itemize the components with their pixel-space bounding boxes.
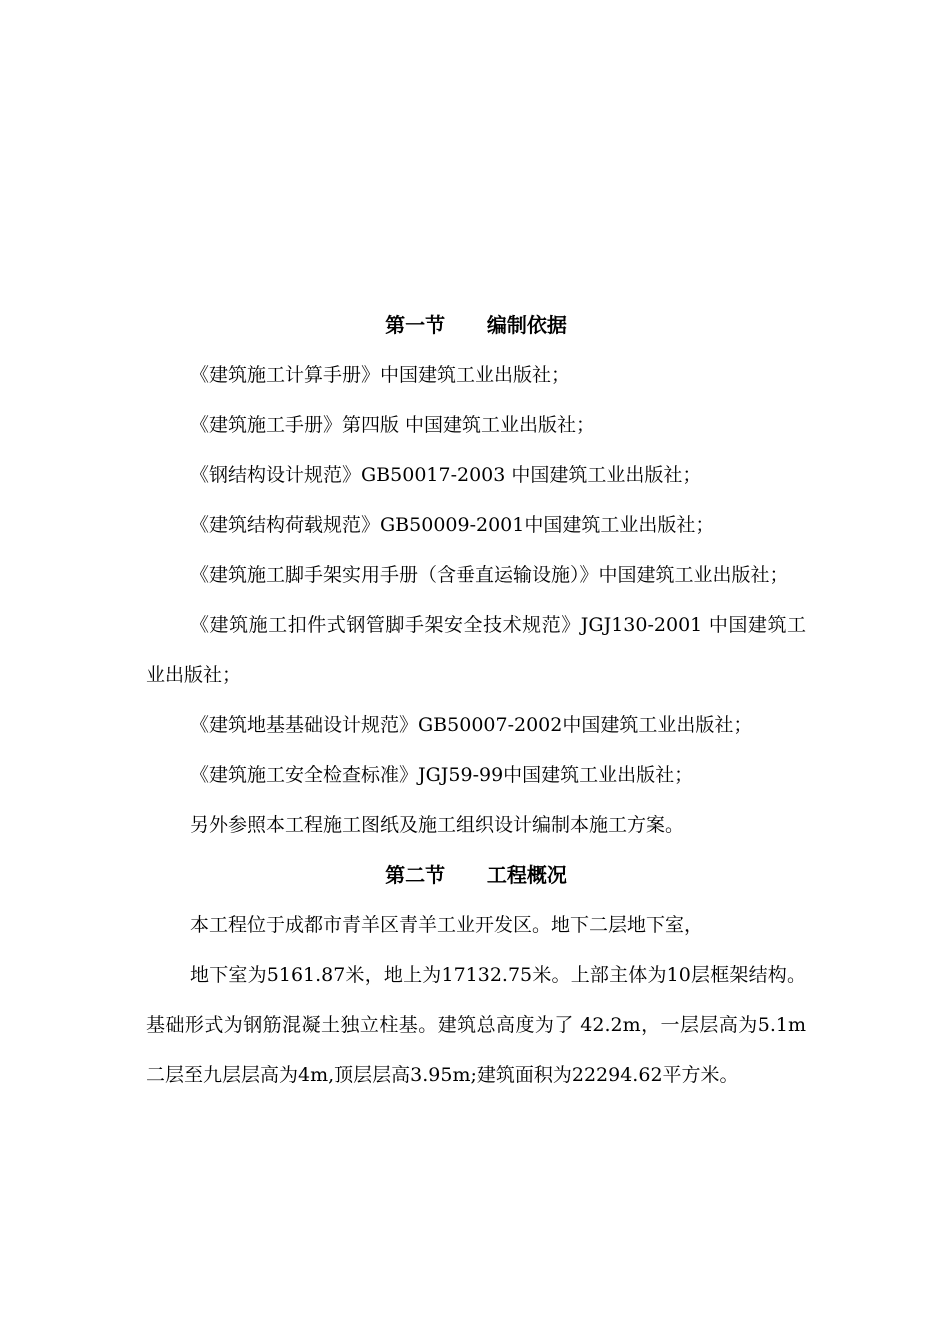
document-body bbox=[146, 300, 806, 1100]
reference-item: 《建筑结构荷载规范》GB50009-2001中国建筑工业出版社； bbox=[190, 514, 715, 536]
reference-item: 《建筑地基基础设计规范》GB50007-2002中国建筑工业出版社； bbox=[190, 714, 753, 736]
reference-item: 《建筑施工脚手架实用手册（含垂直运输设施）》中国建筑工业出版社； bbox=[190, 564, 789, 586]
section-heading-basis: 第一节 编制依据 bbox=[385, 313, 567, 337]
overview-paragraph: 本工程位于成都市青羊区青羊工业开发区。地下二层地下室， bbox=[190, 914, 704, 936]
reference-item: 《钢结构设计规范》GB50017-2003 中国建筑工业出版社； bbox=[190, 464, 702, 486]
reference-item: 《建筑施工扣件式钢管脚手架安全技术规范》JGJ130-2001 中国建筑工业出版社； bbox=[146, 614, 806, 686]
section-heading-overview: 第二节 工程概况 bbox=[385, 863, 567, 887]
overview-paragraph: 地下室为5161.87米，地上为17132.75米。上部主体为10层框架结构。基础形式为钢筋混凝土独立柱基。建筑总高度为了 42.2m，一层层高为5.1m二层至九层层高为4m,顶层层高3.95m;建筑面积为22294.62平方米。 bbox=[146, 964, 806, 1086]
reference-item: 《建筑施工安全检查标准》JGJ59-99中国建筑工业出版社； bbox=[190, 764, 694, 786]
reference-item: 《建筑施工手册》第四版 中国建筑工业出版社； bbox=[190, 414, 596, 436]
reference-item: 《建筑施工计算手册》中国建筑工业出版社； bbox=[190, 364, 571, 386]
reference-note: 另外参照本工程施工图纸及施工组织设计编制本施工方案。 bbox=[190, 814, 685, 836]
